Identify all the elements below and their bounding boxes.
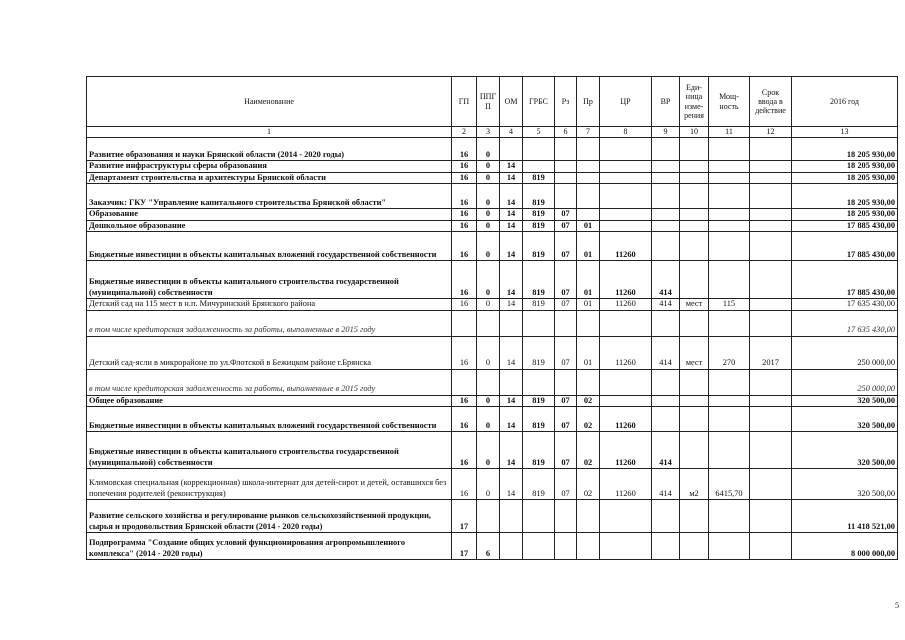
row-code-cell: 0 [477, 432, 500, 469]
row-code-cell: 16 [452, 336, 477, 369]
row-code-cell [577, 138, 600, 161]
row-code-cell: 819 [523, 432, 555, 469]
row-code-cell [680, 395, 709, 407]
row-code-cell [680, 232, 709, 261]
row-code-cell [709, 232, 750, 261]
row-code-cell [709, 172, 750, 184]
row-code-cell [652, 369, 680, 395]
table-row [87, 209, 898, 221]
table-row [87, 184, 898, 209]
row-code-cell: 01 [577, 299, 600, 311]
row-code-cell [652, 395, 680, 407]
row-code-cell [555, 184, 577, 209]
row-code-cell: 02 [577, 395, 600, 407]
row-code-cell: 14 [500, 407, 523, 432]
row-code-cell: 0 [477, 232, 500, 261]
row-code-cell: 16 [452, 161, 477, 173]
row-code-cell: 0 [477, 261, 500, 299]
row-code-cell: 819 [523, 172, 555, 184]
row-code-cell: 414 [652, 469, 680, 500]
row-name: Департамент строительства и архитектуры Брянской области [87, 172, 452, 184]
header-ppgp: ППГ П [477, 77, 500, 127]
row-code-cell: 0 [477, 395, 500, 407]
table-row [87, 232, 898, 261]
column-number: 7 [577, 127, 600, 138]
row-code-cell: 16 [452, 407, 477, 432]
row-amount-2016: 18 205 930,00 [792, 161, 898, 173]
row-code-cell [577, 369, 600, 395]
row-code-cell [600, 209, 652, 221]
row-amount-2016: 18 205 930,00 [792, 138, 898, 161]
row-code-cell: 414 [652, 432, 680, 469]
header-vr: ВР [652, 77, 680, 127]
row-amount-2016: 250 000,00 [792, 336, 898, 369]
row-code-cell: 07 [555, 232, 577, 261]
row-name: Дошкольное образование [87, 220, 452, 232]
row-code-cell [600, 369, 652, 395]
row-amount-2016: 320 500,00 [792, 395, 898, 407]
row-code-cell [652, 138, 680, 161]
row-code-cell [652, 310, 680, 336]
header-term: Срок ввода в действие [750, 77, 792, 127]
row-code-cell [523, 500, 555, 533]
row-code-cell [577, 209, 600, 221]
row-code-cell: 6415,70 [709, 469, 750, 500]
row-code-cell: 16 [452, 395, 477, 407]
row-code-cell: 0 [477, 184, 500, 209]
row-code-cell [600, 500, 652, 533]
row-code-cell: 01 [577, 232, 600, 261]
row-code-cell: мест [680, 299, 709, 311]
row-code-cell [600, 533, 652, 560]
table-row [87, 161, 898, 173]
row-code-cell [555, 161, 577, 173]
row-code-cell [750, 138, 792, 161]
row-name: Бюджетные инвестиции в объекты капитальных вложений государственной собственности [87, 407, 452, 432]
row-amount-2016: 18 205 930,00 [792, 184, 898, 209]
row-code-cell [500, 138, 523, 161]
column-number: 2 [452, 127, 477, 138]
row-code-cell: 0 [477, 172, 500, 184]
row-name: Образование [87, 209, 452, 221]
row-code-cell: 115 [709, 299, 750, 311]
row-code-cell [652, 407, 680, 432]
row-code-cell: 02 [577, 432, 600, 469]
row-name: Детский сад на 115 мест в н.п. Мичуринский Брянского района [87, 299, 452, 311]
row-code-cell [523, 369, 555, 395]
row-code-cell [652, 533, 680, 560]
row-code-cell: 14 [500, 209, 523, 221]
row-code-cell [555, 172, 577, 184]
row-code-cell: 07 [555, 395, 577, 407]
row-code-cell [600, 184, 652, 209]
row-code-cell: 01 [577, 261, 600, 299]
row-code-cell [452, 310, 477, 336]
row-name: Заказчик: ГКУ "Управление капитального строительства Брянской области" [87, 184, 452, 209]
row-code-cell [680, 533, 709, 560]
row-code-cell [555, 369, 577, 395]
header-capacity: Мощ- ность [709, 77, 750, 127]
row-code-cell [750, 310, 792, 336]
row-code-cell [709, 369, 750, 395]
row-code-cell: 14 [500, 232, 523, 261]
row-amount-2016: 17 635 430,00 [792, 299, 898, 311]
row-code-cell: мест [680, 336, 709, 369]
row-code-cell: 0 [477, 209, 500, 221]
row-code-cell: 16 [452, 299, 477, 311]
row-code-cell [750, 172, 792, 184]
table-row [87, 261, 898, 299]
row-code-cell [523, 138, 555, 161]
row-code-cell: 16 [452, 261, 477, 299]
row-code-cell: 11260 [600, 432, 652, 469]
column-number: 6 [555, 127, 577, 138]
row-amount-2016: 320 500,00 [792, 432, 898, 469]
column-number: 12 [750, 127, 792, 138]
row-code-cell [523, 161, 555, 173]
row-code-cell [750, 209, 792, 221]
row-code-cell [680, 432, 709, 469]
row-code-cell [680, 220, 709, 232]
row-name: Бюджетные инвестиции в объекты капитального строительства государственной (муниципальной) собственности [87, 261, 452, 299]
column-number: 8 [600, 127, 652, 138]
row-code-cell [652, 172, 680, 184]
row-code-cell [709, 261, 750, 299]
row-code-cell [577, 310, 600, 336]
row-code-cell: 07 [555, 299, 577, 311]
column-number: 3 [477, 127, 500, 138]
row-name: в том числе кредиторская задолженность за работы, выполненные в 2015 году [87, 369, 452, 395]
row-code-cell [577, 172, 600, 184]
row-code-cell [600, 161, 652, 173]
row-code-cell: 819 [523, 261, 555, 299]
row-code-cell: 11260 [600, 232, 652, 261]
row-code-cell [652, 161, 680, 173]
row-code-cell: 17 [452, 533, 477, 560]
row-code-cell: 2017 [750, 336, 792, 369]
row-code-cell: 16 [452, 469, 477, 500]
row-code-cell [680, 369, 709, 395]
row-code-cell [555, 138, 577, 161]
column-number: 13 [792, 127, 898, 138]
row-code-cell [709, 500, 750, 533]
row-code-cell: 819 [523, 469, 555, 500]
row-code-cell: м2 [680, 469, 709, 500]
row-code-cell [652, 220, 680, 232]
row-code-cell: 819 [523, 395, 555, 407]
row-name: в том числе кредиторская задолженность за работы, выполненные в 2015 году [87, 310, 452, 336]
row-code-cell [750, 533, 792, 560]
row-code-cell [709, 184, 750, 209]
row-code-cell [680, 261, 709, 299]
row-code-cell: 11260 [600, 299, 652, 311]
table-row [87, 395, 898, 407]
row-code-cell: 14 [500, 220, 523, 232]
row-code-cell: 11260 [600, 336, 652, 369]
row-code-cell [680, 407, 709, 432]
row-code-cell: 17 [452, 500, 477, 533]
row-code-cell [600, 220, 652, 232]
table-row [87, 432, 898, 469]
row-code-cell: 16 [452, 232, 477, 261]
table-row [87, 138, 898, 161]
table-row [87, 500, 898, 533]
row-code-cell [577, 533, 600, 560]
row-code-cell [500, 310, 523, 336]
row-code-cell [709, 533, 750, 560]
row-code-cell [750, 500, 792, 533]
row-code-cell [750, 161, 792, 173]
row-amount-2016: 17 885 430,00 [792, 261, 898, 299]
row-code-cell: 0 [477, 161, 500, 173]
row-code-cell [577, 161, 600, 173]
row-code-cell [750, 432, 792, 469]
row-name: Общее образование [87, 395, 452, 407]
table-row [87, 310, 898, 336]
row-code-cell: 270 [709, 336, 750, 369]
row-code-cell: 11260 [600, 261, 652, 299]
row-code-cell [477, 310, 500, 336]
row-name: Детский сад-ясли в микрорайоне по ул.Флотской в Бежицком районе г.Брянска [87, 336, 452, 369]
column-number: 10 [680, 127, 709, 138]
row-code-cell [600, 172, 652, 184]
row-code-cell [680, 500, 709, 533]
row-code-cell [709, 310, 750, 336]
row-code-cell [523, 310, 555, 336]
row-code-cell: 0 [477, 336, 500, 369]
row-code-cell [500, 369, 523, 395]
row-code-cell: 07 [555, 261, 577, 299]
row-code-cell [477, 500, 500, 533]
header-row [87, 77, 898, 127]
header-cr: ЦР [600, 77, 652, 127]
row-name: Бюджетные инвестиции в объекты капитальных вложений государственной собственности [87, 232, 452, 261]
header-grbs: ГРБС [523, 77, 555, 127]
row-code-cell [709, 138, 750, 161]
table-row [87, 172, 898, 184]
header-om: ОМ [500, 77, 523, 127]
row-code-cell: 16 [452, 184, 477, 209]
row-code-cell: 0 [477, 469, 500, 500]
row-code-cell: 414 [652, 261, 680, 299]
row-code-cell [477, 369, 500, 395]
row-code-cell: 16 [452, 138, 477, 161]
budget-table [86, 76, 898, 560]
row-code-cell [680, 209, 709, 221]
row-code-cell [680, 138, 709, 161]
header-unit: Еди- ница изме- рения [680, 77, 709, 127]
row-code-cell: 0 [477, 138, 500, 161]
row-code-cell: 414 [652, 299, 680, 311]
row-code-cell [452, 369, 477, 395]
row-code-cell: 0 [477, 407, 500, 432]
table-row [87, 369, 898, 395]
row-code-cell: 14 [500, 261, 523, 299]
page-number: 5 [895, 601, 899, 610]
row-code-cell: 07 [555, 407, 577, 432]
row-code-cell: 02 [577, 469, 600, 500]
column-number: 9 [652, 127, 680, 138]
column-number-row [87, 127, 898, 138]
row-code-cell: 16 [452, 220, 477, 232]
row-code-cell [709, 209, 750, 221]
row-code-cell [652, 209, 680, 221]
row-code-cell [750, 261, 792, 299]
row-code-cell [680, 184, 709, 209]
row-code-cell: 14 [500, 299, 523, 311]
table-row [87, 336, 898, 369]
table-row [87, 533, 898, 560]
row-code-cell [555, 310, 577, 336]
row-code-cell: 07 [555, 469, 577, 500]
row-name: Развитие инфраструктуры сферы образования [87, 161, 452, 173]
row-amount-2016: 8 000 000,00 [792, 533, 898, 560]
row-code-cell [750, 184, 792, 209]
row-code-cell: 14 [500, 172, 523, 184]
row-code-cell: 14 [500, 336, 523, 369]
row-code-cell: 819 [523, 336, 555, 369]
row-code-cell: 0 [477, 299, 500, 311]
row-name: Климовская специальная (коррекционная) школа-интернат для детей-сирот и детей, оставшихся без попечения родителей (реконструкция) [87, 469, 452, 500]
row-amount-2016: 320 500,00 [792, 469, 898, 500]
row-code-cell: 0 [477, 220, 500, 232]
row-code-cell: 16 [452, 172, 477, 184]
row-code-cell [577, 500, 600, 533]
row-code-cell [750, 395, 792, 407]
row-code-cell: 414 [652, 336, 680, 369]
row-code-cell: 07 [555, 220, 577, 232]
row-code-cell: 6 [477, 533, 500, 560]
row-code-cell [600, 310, 652, 336]
row-code-cell: 819 [523, 407, 555, 432]
row-code-cell: 14 [500, 469, 523, 500]
row-code-cell: 14 [500, 395, 523, 407]
row-code-cell [600, 138, 652, 161]
row-amount-2016: 11 418 521,00 [792, 500, 898, 533]
row-name: Развитие образования и науки Брянской области (2014 - 2020 годы) [87, 138, 452, 161]
row-code-cell: 14 [500, 161, 523, 173]
row-code-cell [709, 407, 750, 432]
row-code-cell: 16 [452, 432, 477, 469]
row-code-cell: 16 [452, 209, 477, 221]
header-rz: Рз [555, 77, 577, 127]
row-amount-2016: 17 885 430,00 [792, 232, 898, 261]
column-number: 11 [709, 127, 750, 138]
row-code-cell: 819 [523, 299, 555, 311]
row-code-cell: 02 [577, 407, 600, 432]
row-code-cell [500, 500, 523, 533]
row-amount-2016: 17 885 430,00 [792, 220, 898, 232]
row-code-cell [555, 533, 577, 560]
header-year-2016: 2016 год [792, 77, 898, 127]
row-code-cell [709, 161, 750, 173]
row-code-cell: 819 [523, 232, 555, 261]
row-code-cell: 07 [555, 432, 577, 469]
row-code-cell [652, 184, 680, 209]
row-code-cell: 819 [523, 220, 555, 232]
row-code-cell: 11260 [600, 407, 652, 432]
row-code-cell: 819 [523, 184, 555, 209]
row-name: Бюджетные инвестиции в объекты капитального строительства государственной (муниципальной) собственности [87, 432, 452, 469]
row-amount-2016: 18 205 930,00 [792, 172, 898, 184]
table-row [87, 469, 898, 500]
row-code-cell: 07 [555, 209, 577, 221]
column-number: 5 [523, 127, 555, 138]
row-code-cell [750, 407, 792, 432]
row-code-cell [750, 299, 792, 311]
header-name: Наименование [87, 77, 452, 127]
row-code-cell: 819 [523, 209, 555, 221]
row-amount-2016: 17 635 430,00 [792, 310, 898, 336]
table-row [87, 299, 898, 311]
row-code-cell [600, 395, 652, 407]
row-code-cell [709, 220, 750, 232]
row-code-cell [750, 469, 792, 500]
row-amount-2016: 18 205 930,00 [792, 209, 898, 221]
row-code-cell: 07 [555, 336, 577, 369]
header-pr: Пр [577, 77, 600, 127]
row-code-cell [577, 184, 600, 209]
row-code-cell [709, 395, 750, 407]
row-code-cell [652, 500, 680, 533]
column-number: 1 [87, 127, 452, 138]
row-code-cell: 01 [577, 336, 600, 369]
row-amount-2016: 250 000,00 [792, 369, 898, 395]
row-code-cell: 01 [577, 220, 600, 232]
row-code-cell [680, 172, 709, 184]
row-name: Развитие сельского хозяйства и регулирование рынков сельскохозяйственной продукции, сырья и продовольствия Брянской области (2014 - 2020 годы) [87, 500, 452, 533]
column-number: 4 [500, 127, 523, 138]
row-code-cell [750, 232, 792, 261]
row-code-cell [652, 232, 680, 261]
row-code-cell [709, 432, 750, 469]
row-amount-2016: 320 500,00 [792, 407, 898, 432]
row-code-cell [680, 161, 709, 173]
row-code-cell [750, 220, 792, 232]
row-code-cell: 14 [500, 432, 523, 469]
row-code-cell: 14 [500, 184, 523, 209]
header-gp: ГП [452, 77, 477, 127]
table-row [87, 407, 898, 432]
table-row [87, 220, 898, 232]
row-code-cell [680, 310, 709, 336]
row-code-cell: 11260 [600, 469, 652, 500]
row-code-cell [750, 369, 792, 395]
row-code-cell [500, 533, 523, 560]
row-code-cell [523, 533, 555, 560]
row-name: Подпрограмма "Создание общих условий функционирования агропромышленного комплекса" (2014 - 2020 годы) [87, 533, 452, 560]
row-code-cell [555, 500, 577, 533]
